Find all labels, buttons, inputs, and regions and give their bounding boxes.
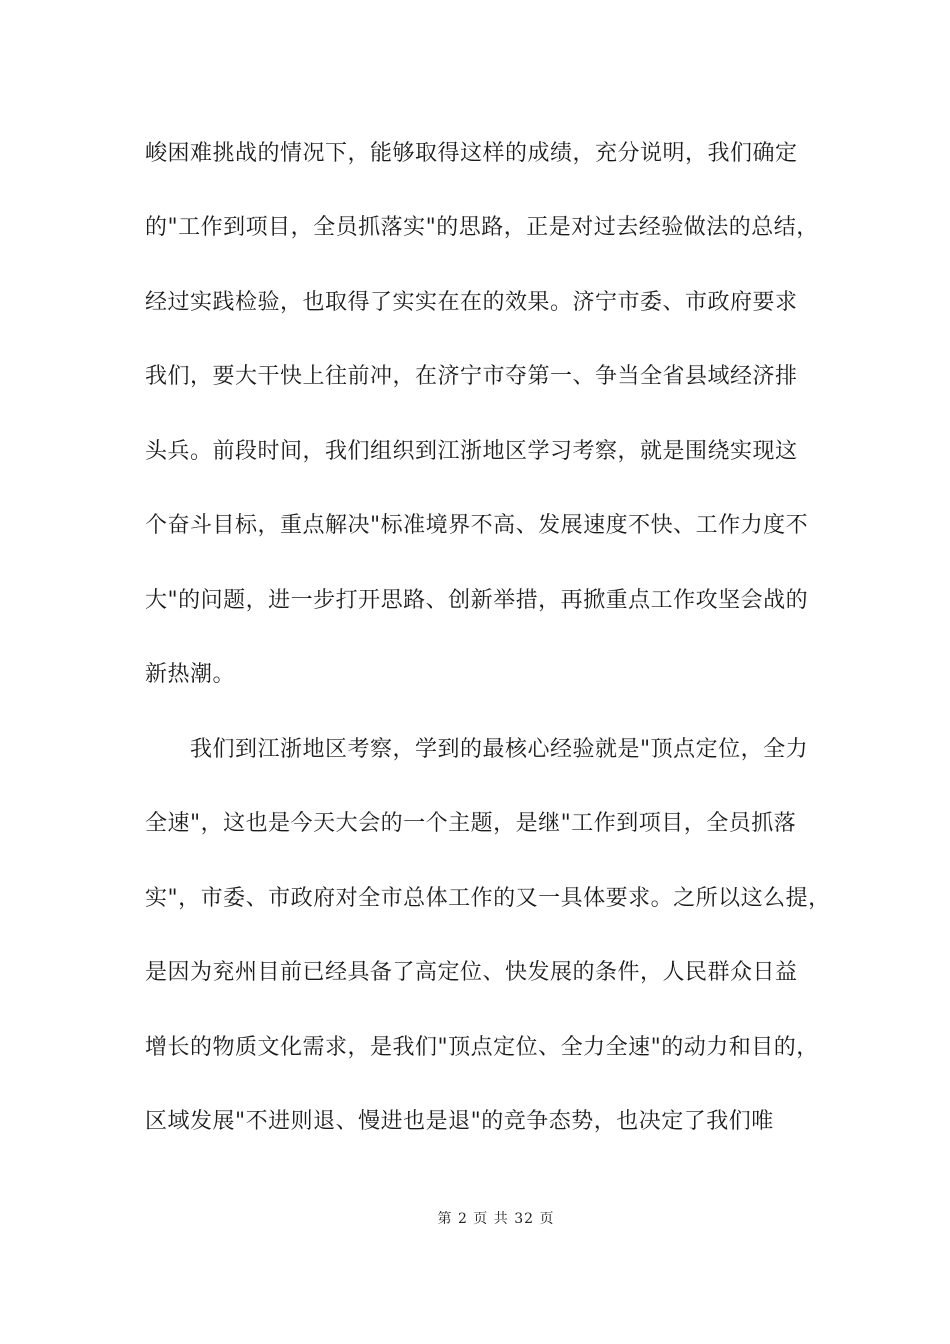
text-line: 实"，市委、市政府对全市总体工作的又一具体要求。之所以这么提， bbox=[145, 886, 831, 911]
text-line: 经过实践检验，也取得了实实在在的效果。济宁市委、市政府要求 bbox=[145, 290, 798, 315]
text-line: 我们到江浙地区考察，学到的最核心经验就是"顶点定位，全力 bbox=[190, 737, 809, 762]
text-line: 大"的问题，进一步打开思路、创新举措，再掀重点工作攻坚会战的 bbox=[145, 588, 809, 613]
text-line: 是因为兖州目前已经具备了高定位、快发展的条件，人民群众日益 bbox=[145, 960, 798, 985]
text-line: 区域发展"不进则退、慢进也是退"的竞争态势，也决定了我们唯 bbox=[145, 1109, 774, 1134]
page-number-label: 第 2 页 共 32 页 bbox=[437, 1211, 555, 1227]
text-line: 增长的物质文化需求，是我们"顶点定位、全力全速"的动力和目的， bbox=[145, 1035, 819, 1060]
text-line: 个奋斗目标，重点解决"标准境界不高、发展速度不快、工作力度不 bbox=[145, 513, 809, 538]
text-line: 的"工作到项目，全员抓落实"的思路，正是对过去经验做法的总结， bbox=[145, 215, 819, 240]
text-line: 全速"，这也是今天大会的一个主题，是继"工作到项目，全员抓落 bbox=[145, 811, 797, 836]
text-line: 头兵。前段时间，我们组织到江浙地区学习考察，就是围绕实现这 bbox=[145, 439, 798, 464]
text-line: 我们，要大干快上往前冲，在济宁市夺第一、争当全省县域经济排 bbox=[145, 364, 798, 389]
page-footer bbox=[0, 1209, 950, 1229]
text-line: 峻困难挑战的情况下，能够取得这样的成绩，充分说明，我们确定 bbox=[145, 141, 798, 166]
text-line: 新热潮。 bbox=[145, 662, 236, 687]
